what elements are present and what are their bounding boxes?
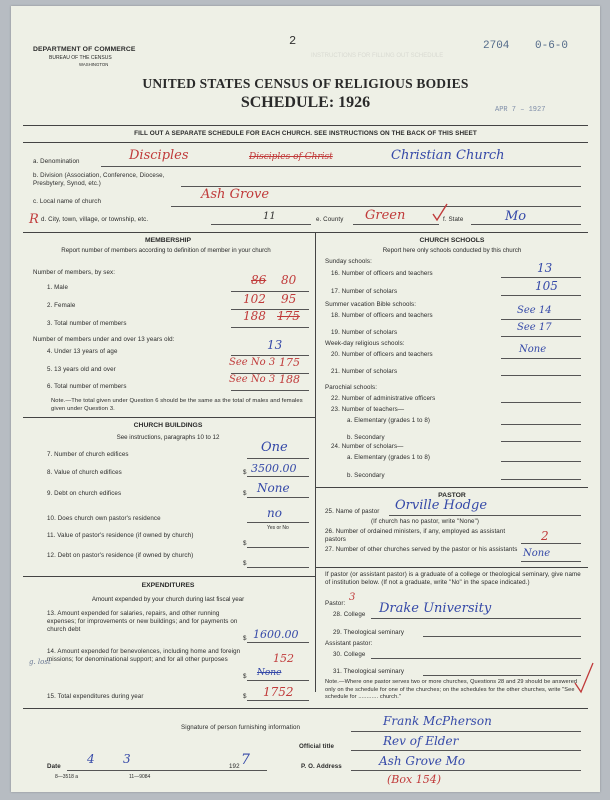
q25-label: 25. Name of pastor: [325, 508, 380, 515]
buildings-subheading: See instructions, paragraphs 10 to 12: [116, 434, 220, 441]
county-value: Green: [365, 208, 406, 223]
q10-value: no: [267, 506, 282, 520]
q12-dollar: $: [243, 560, 247, 567]
q6-value-1: See No 3: [229, 374, 276, 385]
q17-label: 17. Number of scholars: [331, 288, 398, 295]
q23b-line: [501, 441, 581, 442]
q15-line: [247, 700, 309, 701]
q11-label: 11. Value of pastor's residence (if owned by church): [47, 532, 194, 539]
county-label: e. County: [316, 216, 344, 223]
margin-mark: R: [29, 212, 39, 227]
graduate-instructions: If pastor (or assistant pastor) is a graduate of a college or theological seminary, give name of institution below. (If not a graduate, write "No" in the space indicated.): [325, 571, 581, 586]
q24a-label: a. Elementary (grades 1 to 8): [347, 454, 431, 461]
city-label: d. City, town, village, or township, etc.: [41, 216, 149, 223]
header-rule-bottom: [23, 142, 588, 143]
division-label: b. Division (Association, Conference, Diocese, Presbytery, Synod, etc.): [33, 172, 165, 187]
membership-heading: MEMBERSHIP: [144, 237, 192, 244]
form-subtitle: SCHEDULE: 1926: [240, 94, 371, 111]
state-value: Mo: [505, 209, 527, 224]
parochial-label: Parochial schools:: [325, 384, 378, 391]
q19-line: [501, 336, 581, 337]
q23-label: 23. Number of teachers—: [331, 406, 405, 413]
denomination-value: Disciples: [129, 148, 189, 163]
q13-line: [247, 642, 309, 643]
county-check-mark-icon: [431, 202, 449, 222]
column-divider: [315, 232, 316, 692]
form-number: 8—3518 a: [55, 774, 79, 780]
q8-value: 3500.00: [251, 462, 297, 475]
q28-line: [371, 618, 581, 619]
form-number-2: 11—9084: [129, 774, 151, 780]
q28-value: Drake University: [379, 601, 492, 616]
q24a-line: [501, 461, 581, 462]
sunday-label: Sunday schools:: [325, 258, 372, 265]
buildings-heading: CHURCH BUILDINGS: [133, 422, 203, 429]
received-date-stamp: APR 7 – 1927: [495, 106, 546, 114]
weekday-label: Week-day religious schools:: [325, 340, 405, 347]
q18-value: See 14: [517, 305, 552, 316]
denomination-struck: Disciples of Christ: [249, 152, 333, 162]
form-instructions: FILL OUT A SEPARATE SCHEDULE FOR EACH CHURCH. SEE INSTRUCTIONS ON THE BACK OF THIS SHEET: [134, 130, 477, 137]
date-day: 3: [123, 752, 131, 766]
address-value: Ash Grove Mo: [379, 754, 466, 768]
signature-label: Signature of person furnishing information: [181, 724, 301, 731]
pastor-heading: PASTOR: [438, 492, 466, 499]
schools-subheading: Report here only schools conducted by this church: [382, 247, 522, 254]
q15-dollar: $: [243, 693, 247, 700]
assistant-subhead: Assistant pastor:: [325, 640, 373, 647]
q29-label: 29. Theological seminary: [333, 629, 405, 636]
denomination-value-2: Christian Church: [391, 148, 505, 163]
q13-label: 13. Amount expended for salaries, repairs, and other running expenses; for improvements or new buildings; and for payments on church debt: [47, 610, 238, 633]
q28-label: 28. College: [333, 611, 366, 618]
bureau-city: WASHINGTON: [79, 62, 109, 67]
q22-label: 22. Number of administrative officers: [331, 395, 436, 402]
q9-line: [247, 497, 309, 498]
q20-label: 20. Number of officers and teachers: [331, 351, 433, 358]
q2-value-2: 95: [281, 292, 297, 306]
q2-value-1: 102: [243, 292, 266, 306]
q26-line: [521, 543, 581, 544]
q1-label: 1. Male: [47, 284, 68, 291]
q24b-line: [501, 479, 581, 480]
pastor-subhead: Pastor:: [325, 600, 346, 607]
q16-label: 16. Number of officers and teachers: [331, 270, 433, 277]
q16-line: [501, 277, 581, 278]
bureau-name: BUREAU OF THE CENSUS: [49, 55, 112, 61]
q26-value: 2: [541, 529, 549, 543]
city-line: [211, 224, 311, 225]
q16-value: 13: [537, 261, 553, 275]
form-title: UNITED STATES CENSUS OF RELIGIOUS BODIES: [142, 76, 469, 91]
official-title-line: [351, 750, 581, 751]
q7-line: [247, 458, 309, 459]
q24b-label: b. Secondary: [347, 472, 385, 479]
box-number: (Box 154): [387, 773, 441, 786]
q4-value: 13: [267, 338, 283, 352]
schools-rule: [315, 487, 588, 488]
q14-margin-note: g. lost: [29, 658, 51, 666]
q20-value: None: [519, 344, 547, 355]
q13-value: 1600.00: [253, 628, 299, 641]
q25-hint: (If church has no pastor, write "None"): [371, 518, 480, 525]
q10-label: 10. Does church own pastor's residence: [47, 515, 161, 522]
q7-value: One: [261, 440, 288, 455]
signature-line: [351, 731, 581, 732]
address-line: [351, 770, 581, 771]
q23b-label: b. Secondary: [347, 434, 385, 441]
local-name-line: [171, 206, 581, 207]
local-name-label: c. Local name of church: [33, 198, 101, 205]
q15-value: 1752: [263, 685, 294, 699]
q14-dollar: $: [243, 673, 247, 680]
buildings-rule: [23, 576, 315, 577]
q20-line: [501, 358, 581, 359]
year-value: 7: [241, 752, 250, 768]
address-label: P. O. Address: [301, 763, 342, 770]
q5-value-1: See No 3: [229, 357, 276, 368]
local-name-value: Ash Grove: [201, 187, 270, 202]
official-title-value: Rev of Elder: [383, 734, 459, 748]
q6-line: [231, 390, 309, 391]
q23a-line: [501, 424, 581, 425]
q3-label: 3. Total number of members: [47, 320, 127, 327]
q5-label: 5. 13 years old and over: [47, 366, 116, 373]
q14-line: [247, 680, 309, 681]
q7-label: 7. Number of church edifices: [47, 451, 129, 458]
q18-label: 18. Number of officers and teachers: [331, 312, 433, 319]
q3-line: [231, 327, 309, 328]
q6-value-2: 188: [279, 373, 300, 386]
q30-label: 30. College: [333, 651, 366, 658]
q26-label: 26. Number of ordained ministers, if any, employed as assistant pastors: [325, 528, 506, 543]
by-sex-label: Number of members, by sex:: [33, 269, 116, 276]
q4-label: 4. Under 13 years of age: [47, 348, 118, 355]
denomination-line: [101, 166, 581, 167]
denomination-label: a. Denomination: [33, 158, 80, 165]
check-mark-icon: [573, 661, 595, 695]
q1-value-2: 80: [281, 273, 297, 287]
age-intro-label: Number of members under and over 13 years old:: [33, 336, 175, 343]
q5-value-2: 175: [279, 356, 300, 369]
date-line: [67, 770, 267, 771]
q8-dollar: $: [243, 469, 247, 476]
q29-line: [423, 636, 581, 637]
q6-label: 6. Total number of members: [47, 383, 127, 390]
q10-line: [247, 522, 309, 523]
q3-value-1: 188: [243, 309, 266, 323]
q14-value-1: 152: [273, 652, 294, 665]
state-line: [471, 224, 581, 225]
q19-value: See 17: [517, 322, 552, 333]
q30-line: [371, 658, 581, 659]
membership-note: Note.—The total given under Question 6 should be the same as the total of males and females given under Question 3.: [51, 398, 303, 412]
q9-dollar: $: [243, 490, 247, 497]
q25-value: Orville Hodge: [395, 498, 488, 513]
year-prefix: 192: [229, 763, 240, 770]
schedule-number: 2704: [483, 40, 510, 52]
schedule-code: 0-6-0: [535, 40, 569, 52]
q14-value-2: None: [257, 668, 282, 678]
footer-rule: [23, 708, 588, 709]
q21-line: [501, 375, 581, 376]
q27-label: 27. Number of other churches served by the pastor or his assistants: [325, 546, 518, 553]
q19-label: 19. Number of scholars: [331, 329, 398, 336]
membership-intro: Report number of members according to definition of member in your church: [61, 247, 271, 254]
bleed-through-text: INSTRUCTIONS FOR FILLING OUT SCHEDULE: [311, 53, 444, 59]
date-month: 4: [87, 752, 95, 766]
city-value: 11: [263, 211, 276, 222]
q13-dollar: $: [243, 635, 247, 642]
page-mark: 2: [289, 34, 297, 48]
q27-line: [521, 561, 581, 562]
expenditures-heading: EXPENDITURES: [141, 582, 195, 589]
q25-line: [389, 515, 581, 516]
q9-label: 9. Debt on church edifices: [47, 490, 122, 497]
q1-value-1: 86: [251, 273, 267, 287]
q27-value: None: [523, 548, 551, 559]
q8-line: [247, 476, 309, 477]
q17-value: 105: [535, 279, 558, 293]
date-label: Date: [47, 763, 61, 770]
pastor-mark: 3: [349, 592, 356, 603]
q17-line: [501, 295, 581, 296]
q2-label: 2. Female: [47, 302, 76, 309]
pastor-note: Note.—Where one pastor serves two or more churches, Questions 28 and 29 should be answered only on the schedule for one of the churches; on the schedules for the other churches, write "See schedule for ............ church.": [325, 679, 578, 700]
q11-dollar: $: [243, 540, 247, 547]
q23a-label: a. Elementary (grades 1 to 8): [347, 417, 431, 424]
q22-line: [501, 402, 581, 403]
q15-label: 15. Total expenditures during year: [47, 693, 144, 700]
q24-label: 24. Number of scholars—: [331, 443, 404, 450]
q9-value: None: [257, 481, 290, 495]
census-schedule-sheet: [11, 6, 600, 792]
schools-heading: CHURCH SCHOOLS: [419, 237, 485, 244]
state-label: f. State: [443, 216, 464, 223]
q3-value-2: 175: [277, 309, 300, 323]
membership-rule: [23, 417, 315, 418]
header-rule-top: [23, 125, 588, 126]
q12-label: 12. Debt on pastor's residence (if owned by church): [47, 552, 194, 559]
q18-line: [501, 319, 581, 320]
q8-label: 8. Value of church edifices: [47, 469, 122, 476]
official-title-label: Official title: [299, 743, 335, 750]
q12-line: [247, 567, 309, 568]
vbs-label: Summer vacation Bible schools:: [325, 301, 417, 308]
q21-label: 21. Number of scholars: [331, 368, 398, 375]
expenditures-subheading: Amount expended by your church during last fiscal year: [91, 596, 245, 603]
signature-value: Frank McPherson: [383, 714, 492, 728]
ident-rule: [23, 232, 588, 233]
county-line: [353, 224, 439, 225]
q31-line: [423, 675, 581, 676]
q14-label: 14. Amount expended for benevolences, including home and foreign missions; for denominational support; and for all other purposes: [47, 648, 241, 663]
q11-line: [247, 547, 309, 548]
q31-label: 31. Theological seminary: [333, 668, 405, 675]
q10-hint: Yes or No: [267, 525, 289, 531]
pastor-mid-rule: [315, 567, 588, 568]
department-name: DEPARTMENT OF COMMERCE: [33, 46, 136, 53]
